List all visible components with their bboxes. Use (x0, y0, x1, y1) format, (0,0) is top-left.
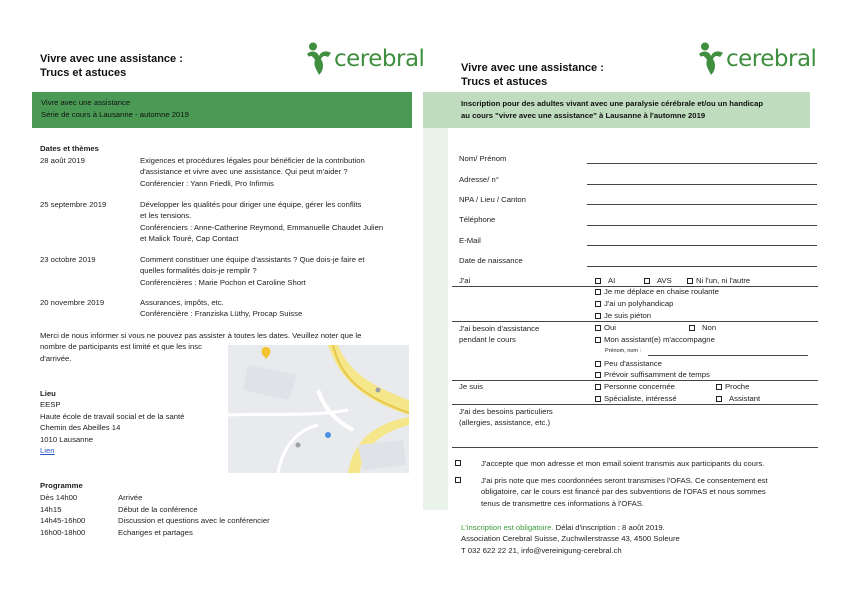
divider (452, 404, 818, 405)
field-label: Nom/ Prénom (459, 154, 507, 163)
checkbox-icon (595, 384, 601, 390)
right-title-line1: Vivre avec une assistance : (461, 62, 604, 74)
option-label: Ni l'un, ni l'autre (696, 276, 751, 285)
consent-ofas-checkbox[interactable] (455, 475, 464, 484)
checkbox-icon (455, 477, 461, 483)
option-label: AI (608, 276, 616, 285)
checkbox-icon (644, 278, 650, 284)
lieu-link[interactable]: Lien (40, 446, 55, 456)
address-field[interactable] (587, 184, 817, 185)
consent-address-text: J'accepte que mon adresse et mon email soient transmis aux participants du cours. (481, 459, 765, 468)
besoin-label-line: pendant le cours (459, 335, 516, 345)
notice-line: Merci de nous informer si vous ne pouvez pas assister à toutes les dates. Veuillez noter que le (40, 331, 362, 340)
assistant-checkbox[interactable] (716, 394, 760, 403)
left-title-line2: Trucs et astuces (40, 67, 127, 79)
accompagne-checkbox[interactable] (595, 335, 715, 344)
option-label: AVS (657, 276, 672, 285)
none-checkbox[interactable] (687, 276, 750, 285)
session-line: Comment constituer une équipe d'assistants ? Que dois-je faire et (140, 255, 365, 264)
contact-text[interactable]: T 032 622 22 21, info@vereinigung-cerebral.ch (461, 545, 622, 555)
proche-checkbox[interactable] (716, 382, 749, 391)
session-line: Conférencière : Franziska Lüthy, Procap Suisse (140, 309, 303, 319)
option-label: Personne concernée (604, 382, 675, 391)
prevoir-checkbox[interactable] (595, 370, 710, 379)
notice-line: d'arrivée. (40, 353, 72, 363)
right-logo-text: cerebral (726, 46, 817, 72)
field-label: NPA / Lieu / Canton (459, 195, 526, 204)
address-text: Association Cerebral Suisse, Zuchwilerstrasse 43, 4500 Soleure (461, 534, 680, 544)
option-label: Prévoir suffisamment de temps (604, 370, 710, 379)
lieu-line: Chemin des Abeilles 14 (40, 423, 121, 433)
field-label: Téléphone (459, 215, 496, 224)
footer-info (461, 522, 680, 556)
besoins-line: J'ai des besoins particuliers (459, 407, 553, 416)
checkbox-icon (716, 384, 722, 390)
field-label: Date de naissance (459, 256, 523, 265)
prenom-nom-label: Prénom, nom : (605, 348, 642, 354)
consent-line: J'ai pris note que mes coordonnées seront transmises l'OFAS. Ce consentement est (481, 476, 768, 485)
phone-field[interactable] (587, 225, 817, 226)
checkbox-icon (689, 325, 695, 331)
programme-activity: Discussion et questions avec le conférencier (118, 516, 270, 525)
session-date: 23 octobre 2019 (40, 255, 96, 264)
option-label: Peu d'assistance (604, 359, 662, 368)
session-line: Assurances, impôts, etc. (140, 298, 224, 307)
checkbox-icon (716, 396, 722, 402)
session-desc (140, 297, 415, 320)
avs-checkbox[interactable] (644, 276, 672, 285)
npa-field[interactable] (587, 204, 817, 205)
notice-line: nombre de participants est limité et que les insc (40, 342, 202, 352)
birthdate-field[interactable] (587, 266, 817, 267)
checkbox-icon (455, 460, 461, 466)
left-title-line1: Vivre avec une assistance : (40, 53, 183, 65)
session-line: quelles formalités dois-je remplir ? (140, 266, 257, 276)
programme-activity: Arrivée (118, 493, 143, 502)
programme-time: 14h15 (40, 504, 62, 514)
left-cerebral-logo (305, 42, 424, 76)
jai-label: J'ai (459, 276, 471, 285)
specialiste-checkbox[interactable] (595, 394, 677, 403)
peu-checkbox[interactable] (595, 359, 662, 368)
session-line: d'assistance et vivre avec une assistance. Qui peut m'aider ? (140, 167, 348, 177)
option-label: Je me déplace en chaise roulante (604, 287, 719, 296)
left-title (40, 52, 183, 80)
session-line: Exigences et procédures légales pour bénéficier de la contribution (140, 156, 365, 165)
session-date: 20 novembre 2019 (40, 298, 105, 307)
besoins-line: (allergies, assistance, etc.) (459, 418, 551, 428)
suis-label: Je suis (459, 382, 483, 391)
checkbox-icon (595, 396, 601, 402)
consent-line: obligatoire, car le cours est financé par des subventions de l'OFAS et nous sommes (481, 487, 766, 497)
checkbox-icon (595, 372, 601, 378)
dates-heading: Dates et thèmes (40, 144, 99, 153)
divider (452, 321, 818, 322)
consent-ofas-text (481, 475, 768, 509)
option-label: Je suis piéton (604, 311, 652, 320)
session-date: 25 septembre 2019 (40, 200, 107, 209)
deadline-text: Délai d'inscription : 8 août 2019. (553, 523, 665, 532)
right-title-line2: Trucs et astuces (461, 76, 548, 88)
checkbox-icon (595, 301, 601, 307)
cerebral-figure-icon (697, 42, 725, 76)
left-band (32, 92, 412, 128)
deadline-line (461, 522, 680, 533)
session-desc (140, 199, 415, 245)
lieu-line: EESP (40, 400, 61, 410)
session-desc (140, 254, 415, 288)
checkbox-icon (595, 337, 601, 343)
session-line: et Malick Touré, Cap Contact (140, 234, 239, 244)
besoins-particuliers-label (459, 406, 553, 429)
option-label: Proche (725, 382, 750, 391)
right-band-line1: Inscription pour des adultes vivant avec une paralysie cérébrale et/ou un handicap (461, 99, 764, 108)
checkbox-icon (595, 325, 601, 331)
oui-checkbox[interactable] (595, 323, 616, 332)
cerebral-figure-icon (305, 42, 333, 76)
programme-time: 16h00-18h00 (40, 527, 86, 537)
assistant-name-field[interactable] (648, 355, 808, 356)
programme-time: 14h45-16h00 (40, 516, 86, 525)
non-checkbox[interactable] (689, 323, 716, 332)
session-line: et les tensions. (140, 211, 192, 221)
option-label: J'ai un polyhandicap (604, 299, 674, 308)
right-band-line2: au cours "vivre avec une assistance" à Lausanne à l'automne 2019 (461, 111, 706, 120)
checkbox-icon (687, 278, 693, 284)
besoin-label (459, 323, 539, 346)
email-field[interactable] (587, 245, 817, 246)
mandatory-text: L'inscription est obligatoire. (461, 523, 554, 532)
session-date: 28 août 2019 (40, 156, 85, 165)
left-band-line1: Vivre avec une assistance (41, 98, 131, 107)
field-label: E-Mail (459, 236, 481, 245)
option-label: Non (702, 323, 717, 332)
lieu-heading: Lieu (40, 389, 56, 398)
checkbox-icon (595, 313, 601, 319)
session-line: Développer les qualités pour diriger une équipe, gérer les conflits (140, 200, 362, 209)
lieu-line: Haute école de travail social et de la santé (40, 411, 185, 421)
option-label: Mon assistant(e) m'accompagne (604, 335, 715, 344)
polyhandicap-checkbox[interactable] (595, 299, 673, 308)
checkbox-icon (595, 289, 601, 295)
right-cerebral-logo (697, 42, 816, 76)
divider (452, 380, 818, 381)
programme-activity: Echanges et partages (118, 527, 193, 537)
session-line: Conférencières : Marie Pochon et Caroline Short (140, 277, 306, 287)
programme-heading: Programme (40, 481, 83, 490)
wheelchair-checkbox[interactable] (595, 287, 719, 296)
programme-activity: Début de la conférence (118, 504, 198, 514)
lieu-block (40, 388, 184, 456)
left-logo-text: cerebral (334, 46, 425, 72)
consent-line: tenus de transmettre ces informations à l'OFAS. (481, 498, 644, 508)
map-image (228, 345, 409, 473)
option-label: Assistant (729, 394, 761, 403)
right-band (423, 92, 810, 128)
session-line: Conférencier : Yann Friedli, Pro Infirmis (140, 178, 274, 188)
option-label: Spécialiste, intéressé (604, 394, 677, 403)
lieu-line: 1010 Lausanne (40, 434, 94, 444)
pieton-checkbox[interactable] (595, 311, 651, 320)
ai-checkbox[interactable] (595, 276, 615, 285)
right-title (461, 61, 604, 89)
session-line: Conférenciers : Anne-Catherine Reymond, Emmanuelle Chaudet Julien (140, 222, 384, 232)
left-band-line2: Série de cours à Lausanne - automne 2019 (41, 110, 189, 119)
field-label: Adresse/ n° (459, 175, 499, 184)
programme-time: Dès 14h00 (40, 493, 78, 502)
besoins-particuliers-field[interactable] (452, 447, 818, 448)
consent-address-checkbox[interactable] (455, 458, 464, 467)
name-field[interactable] (587, 163, 817, 164)
checkbox-icon (595, 278, 601, 284)
besoin-label-line: J'ai besoin d'assistance (459, 324, 540, 333)
form-background (423, 128, 448, 510)
location-map[interactable] (228, 345, 409, 473)
concernee-checkbox[interactable] (595, 382, 675, 391)
checkbox-icon (595, 361, 601, 367)
programme-table (0, 492, 420, 540)
session-desc (140, 155, 415, 189)
option-label: Oui (604, 323, 616, 332)
